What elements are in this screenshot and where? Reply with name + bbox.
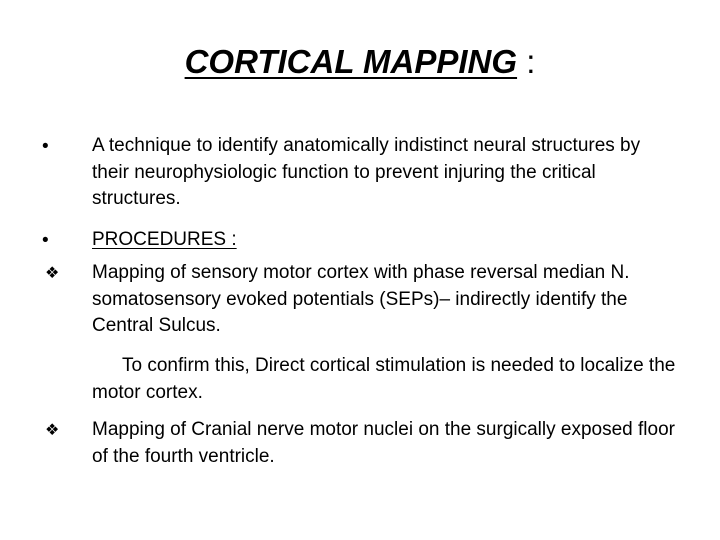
diamond-bullet-icon: ❖ (45, 265, 60, 282)
title-suffix: : (517, 43, 536, 80)
bullet-text: A technique to identify anatomically indistinct neural structures by their neurophysiologic function to prevent injuring the critical structures. (92, 135, 641, 209)
procedures-heading: PROCEDURES : (92, 229, 237, 250)
diamond-bullet-icon: ❖ (45, 422, 60, 439)
continuation-text: To confirm this, Direct cortical stimulation is needed to localize the motor cortex. (92, 355, 676, 403)
round-bullet-icon: • (42, 230, 49, 251)
bullet-text: Mapping of sensory motor cortex with phase reversal median N. somatosensory evoked potentials (SEPs)– indirectly identify the Central Sulcus. (92, 262, 630, 336)
bullet-text: Mapping of Cranial nerve motor nuclei on the surgically exposed floor of the fourth ventricle. (92, 419, 675, 467)
slide-title (0, 40, 720, 84)
title-text: CORTICAL MAPPING (184, 43, 518, 80)
round-bullet-icon: • (42, 136, 49, 157)
